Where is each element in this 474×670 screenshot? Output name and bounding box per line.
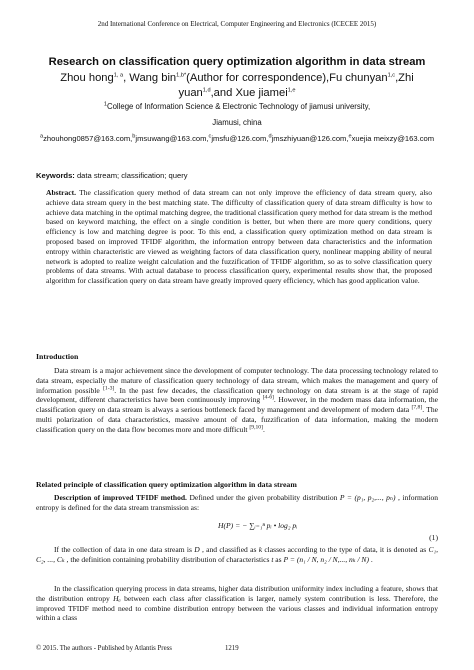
math-inline: P = (p₁, p₂,..., pₙ) (339, 493, 396, 502)
affiliation (28, 102, 446, 111)
keywords-label: Keywords: (36, 171, 75, 180)
keywords (36, 171, 188, 180)
keywords-text: data stream; classification; query (74, 171, 188, 180)
affiliation-text: College of Information Science & Electronic Technology of jiamusi university, (106, 102, 371, 111)
abstract (46, 188, 432, 286)
affiliation-sup: 1 (103, 101, 107, 108)
paragraph-text: between each class after classification is larger, namely system contribution is less. Therefore, the improved TFIDF method need to combine distribution entropy between the various classes and individual information entropy within a class (36, 593, 438, 623)
author-sup: 1,e (287, 87, 296, 94)
author-text: yuan (178, 87, 203, 99)
author-sup: 1,d (202, 87, 211, 94)
classification-paragraph (36, 584, 438, 623)
math-inline: P = (n₁ / N, n₂ / N,..., nₖ / N) (283, 554, 369, 564)
citation-ref: [4-6] (262, 394, 274, 401)
email-sup: a (39, 133, 44, 140)
paragraph-text: as (273, 554, 284, 564)
paragraph-text: . (368, 554, 373, 564)
email-sup: e (348, 133, 352, 140)
author-text: (Author for correspondence),Fu chunyan (186, 72, 388, 84)
section-heading-introduction: Introduction (36, 352, 79, 361)
paragraph-text: Defined under the given probability distribution (186, 493, 340, 502)
footer-copyright: © 2015. The authors - Published by Atlantis Press (36, 645, 172, 652)
conference-header: 2nd International Conference on Electrical, Computer Engineering and Electronics (ICECEE 2015) (97, 20, 377, 28)
paragraph-text: , the definition containing probability distribution of characteristics (64, 554, 272, 564)
equation-number: (1) (429, 533, 438, 542)
tfidf-description-paragraph (36, 493, 438, 513)
email-link[interactable]: jmsuwang@163.com, (135, 134, 209, 143)
paragraph-text: In the classification querying process in data streams, higher data distribution uniformity index including a feature, shows that the distribution entropy (36, 584, 438, 603)
data-collection-paragraph (36, 545, 438, 565)
paragraph-text: , information entropy is defined for the data stream transmission as: (36, 493, 439, 512)
email-sup: b (132, 133, 136, 140)
author-text: , Wang bin (123, 72, 177, 84)
paper-title: Research on classification query optimization algorithm in data stream (48, 56, 426, 68)
section-heading-related-principle: Related principle of classification query optimization algorithm in data stream (36, 480, 297, 489)
email-sup: c (208, 133, 212, 140)
citation-ref: [7,8] (411, 404, 423, 411)
abstract-label: Abstract. (46, 188, 76, 197)
intro-paragraph (36, 366, 438, 435)
intro-text: . The multi polarization of data characteristics, massive amount of data, fuzzification of data information, making the modern classification query on the data flow becomes more and more difficult (36, 405, 438, 434)
equation-block (36, 519, 438, 542)
citation-ref: [9,10] (249, 424, 263, 431)
email-sup: d (268, 133, 272, 140)
author-sup: 1, a (113, 72, 124, 79)
email-link[interactable]: zhouhong0857@163.com, (43, 134, 133, 143)
author-sup: 1,c (387, 72, 396, 79)
email-link[interactable]: jmsfu@126.com, (211, 134, 269, 143)
equation-formula: H(P) = − ∑ᵢ₌₁ⁿ pᵢ • log₂ pᵢ (218, 521, 298, 530)
author-sup: 1,b* (176, 72, 187, 79)
subsection-label: Description of improved TFIDF method. (54, 493, 187, 502)
author-text: Zhou hong (60, 72, 114, 84)
paragraph-text: , and classified as (199, 545, 259, 554)
paragraph-text: If the collection of data in one data stream is (54, 545, 195, 554)
math-inline: D (194, 545, 200, 554)
email-link[interactable]: jmszhiyuan@126.com, (271, 134, 349, 143)
math-inline: C₁, C₂, ..., Cₖ (36, 545, 438, 564)
intro-text: Data stream is a major achievement since the development of computer technology. The data processing technology related to data stream, especially the mature of classification query technology of data stream, which makes the management and query of information possible (36, 366, 438, 395)
email-link[interactable]: xuejia meixzy@163.com (351, 134, 435, 143)
intro-text: . (262, 424, 265, 434)
author-text: ,and Xue jiamei (210, 87, 288, 99)
intro-text: . However, in the modern mass data information, the classification query on data stream is always a serious bottleneck faced by management and development of modern data (36, 395, 438, 415)
author-text: ,Zhi (395, 72, 414, 84)
abstract-text: The classification query method of data stream can not only improve the efficiency of data stream query, also achieve data stream query in the best matching state. The difficulty of classification query of data stream difficulty is how to achieve data matching in the optimal matching degree, the traditional classification query method for data stream is the method based on keyword matching, the effect on a single condition is better, but when there are more query conditions, query efficiency is low and matching degree is poor. To this end, a classification query optimization method on data stream is proposed based on improved TFIDF algorithm, the information entropy between data characteristics and the information entropy within characteristic are viewed as weighting factors of data classification query, nonlinear mapping ability of neural network is adopted to realize weight calculation and the fuzzification of TFIDF algorithm, so as to solve classification query problems of data streams. With actual database to process classification query, experimental results show that, the proposed algorithm for classification query on data stream have greatly improved query efficiency, which has good application value. (46, 188, 432, 286)
math-inline: t (271, 554, 274, 564)
page-number: 1219 (225, 645, 239, 652)
citation-ref: [1-3] (103, 385, 115, 392)
author-list (28, 71, 446, 101)
math-inline: k (258, 545, 263, 554)
paragraph-text: classes according to the type of data, it is denoted as (262, 545, 429, 554)
math-inline: Hₐ (113, 593, 121, 603)
email-list (34, 134, 440, 144)
intro-text: . In the past few decades, the classification query technology on data stream is at the stage of rapid development, different characteristics have been continuously improving (36, 385, 438, 405)
affiliation-city: Jiamusi, china (212, 118, 262, 127)
